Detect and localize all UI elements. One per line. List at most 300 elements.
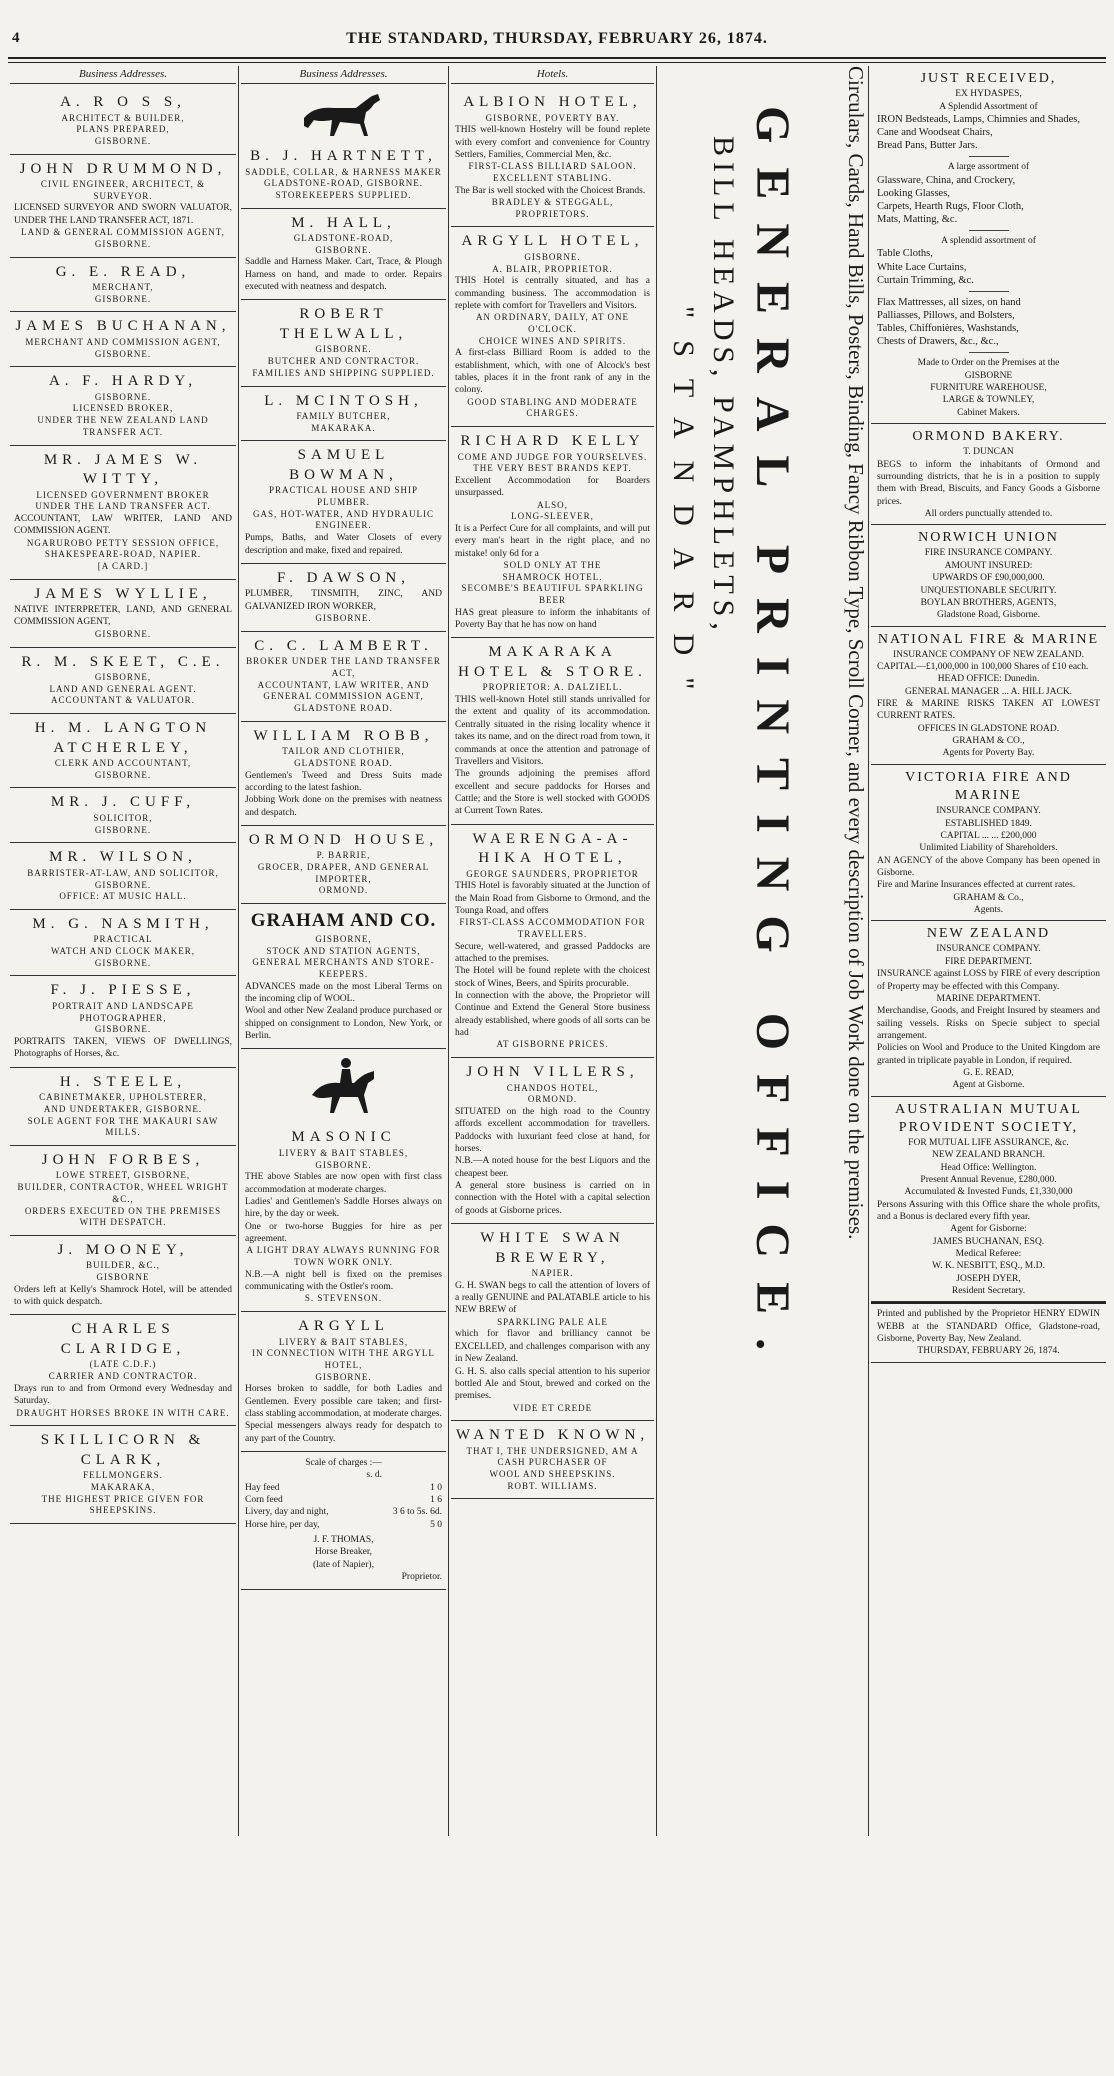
advertisement — [241, 904, 446, 1049]
advertiser-name: MR. WILSON, — [49, 849, 197, 866]
column-business-addresses-1 — [10, 66, 236, 1836]
page-header — [0, 0, 1114, 58]
ad-line: SURVEYOR. — [93, 190, 153, 201]
ad-title: NATIONAL FIRE & MARINE — [877, 631, 1100, 647]
ad-line: CLERK AND ACCOUNTANT, — [54, 758, 192, 769]
ad-line: GISBORNE. — [94, 293, 152, 304]
ad-line: IN CONNECTION WITH THE ARGYLL HOTEL, — [252, 1348, 435, 1370]
charge-price: 3 6 to 5s. 6d. — [392, 1507, 442, 1518]
advertisement — [10, 843, 236, 910]
ad-line: NAPIER. — [531, 1268, 574, 1279]
ad-line: GISBORNE. — [94, 824, 152, 835]
ad-line: GISBORNE. — [94, 769, 152, 780]
ad-line: Looking Glasses, — [877, 187, 950, 199]
ad-line: GISBORNE. — [94, 957, 152, 968]
ad-line: ORDERS EXECUTED ON THE PREMISES WITH DESPATCH. — [24, 1205, 222, 1228]
ad-line: CABINETMAKER, UPHOLSTERER, — [39, 1092, 207, 1103]
ad-line: All orders punctually attended to. — [924, 508, 1053, 519]
ad-line: STOREKEEPERS SUPPLIED. — [275, 189, 412, 200]
ad-line: GISBORNE. — [315, 1159, 372, 1170]
advertisement — [871, 525, 1106, 626]
ad-line: GISBORNE — [964, 370, 1013, 381]
ad-line: Policies on Wool and Produce to the United Kingdom are granted in triplicate payable in London, if required. — [877, 1043, 1100, 1066]
ad-line: G. E. READ, — [963, 1067, 1014, 1078]
ad-line: Special messengers always ready for despatch to any part of the Country. — [245, 1421, 442, 1444]
ad-line: PROPRIETOR: A. DALZIELL. — [482, 682, 623, 693]
ad-line: GRAHAM & Co., — [953, 892, 1024, 903]
separator — [969, 156, 1009, 157]
advertiser-name: MR. JAMES W. WITTY, — [43, 451, 203, 487]
ad-line: ACCOUNTANT, LAW WRITER, AND — [257, 679, 430, 690]
ad-line: PLUMBER, TINSMITH, ZINC, AND GALVANIZED IRON WORKER, — [245, 589, 442, 612]
ad-line: Saddle and Harness Maker. Cart, Trace, & Plough Harness on hand, and made to order. Repairs executed with neatness and despatch. — [245, 257, 442, 293]
ad-line: PHOTOGRAPHER, — [79, 1012, 167, 1023]
charges-row — [245, 1506, 442, 1518]
advertisement — [10, 910, 236, 977]
ad-line: MAKARAKA. — [311, 422, 376, 433]
ad-line: Agent at Gisborne. — [952, 1080, 1025, 1091]
ad-line: Head Office: Wellington. — [940, 1162, 1037, 1173]
advertiser-name: J. MOONEY, — [57, 1241, 189, 1258]
charge-price: 5 0 — [430, 1519, 442, 1530]
advertisement — [451, 88, 654, 227]
advertisement — [871, 921, 1106, 1096]
ad-line: GISBORNE, — [94, 672, 152, 682]
ad-line: GISBORNE. — [94, 879, 152, 890]
ad-line: GLADSTONE ROAD. — [294, 757, 393, 768]
ad-line: N.B.—A noted house for the best Liquors and the cheapest beer. — [455, 1156, 650, 1179]
ad-line: Ladies' and Gentlemen's Saddle Horses always on hire, by the day or week. — [245, 1196, 442, 1220]
charge-price: 1 0 — [430, 1482, 442, 1493]
advertiser-name: JAMES BUCHANAN, — [15, 318, 231, 335]
ad-line: SOLD ONLY AT THE — [503, 560, 602, 570]
advertisement — [10, 367, 236, 445]
advertisement — [241, 142, 446, 209]
advertisement — [241, 209, 446, 301]
ad-line: White Lace Curtains, — [877, 261, 967, 273]
charges-sign2: Horse Breaker, — [314, 1547, 373, 1558]
column-divider — [448, 66, 449, 1836]
ad-line: FELLMONGERS. — [83, 1470, 163, 1481]
charges-row — [245, 1482, 442, 1494]
ad-line: PROPRIETORS. — [515, 208, 590, 219]
ad-line: which for flavor and brilliancy cannot be EXCELLED, and challenges comparison with any in New Zealand. — [455, 1329, 650, 1365]
advertiser-name: RICHARD KELLY — [460, 433, 645, 450]
column-divider — [868, 66, 869, 1836]
charge-price: 1 6 — [430, 1495, 442, 1505]
ad-line: GISBORNE, — [315, 933, 372, 944]
ad-line: THE VERY BEST BRANDS KEPT. — [473, 463, 632, 474]
ad-line: HAS great pleasure to inform the inhabitants of Poverty Bay that he has now on hand — [455, 607, 650, 631]
advertisement — [10, 258, 236, 313]
ad-line: AMOUNT INSURED: — [944, 560, 1033, 571]
advertisement — [451, 1058, 654, 1224]
advertiser-name: MASONIC — [291, 1129, 396, 1146]
ad-line: SOLICITOR, — [93, 812, 153, 823]
ad-line: OFFICE: AT MUSIC HALL. — [59, 891, 187, 902]
advertisement — [10, 312, 236, 367]
ad-line: THIS well-known Hotel still stands unrivalled for the extent and quality of its accommodation. Centrally situated in the rising locality whence it takes its name, and on the direct road from town, it commands at once the attention and patronage of Travellers and Visitors. — [455, 695, 650, 767]
advertisement — [10, 446, 236, 580]
ad-line: Merchandise, Goods, and Freight Insured by steamers and sailing vessels. Risks on Specie subject to special arrangement. — [877, 1006, 1100, 1041]
ad-line: CAPITAL—£1,000,000 in 100,000 Shares of £10 each. — [877, 662, 1089, 673]
advertiser-name: G. E. READ, — [55, 263, 191, 280]
ad-line: FIRE DEPARTMENT. — [944, 956, 1033, 967]
ad-line: GISBORNE. — [94, 348, 152, 359]
advertisement — [10, 1068, 236, 1146]
ad-line: Curtain Trimming, &c. — [877, 274, 974, 286]
ad-line: Persons Assuring with this Office share the whole profits, and a Bonus is declared every fifth year. — [877, 1199, 1100, 1223]
ad-line: BUTCHER AND CONTRACTOR. — [267, 356, 420, 367]
ad-line: GEORGE SAUNDERS, PROPRIETOR — [466, 868, 639, 879]
charges-sign3: (late of Napier), — [313, 1559, 374, 1570]
advertisement — [241, 1123, 446, 1312]
ad-line: UNDER THE LAND TRANSFER ACT. — [35, 501, 211, 512]
ad-line: GRAHAM & CO., — [952, 736, 1025, 747]
imprint-date: THURSDAY, FEBRUARY 26, 1874. — [917, 1346, 1060, 1357]
ads-list — [241, 142, 446, 1452]
ad-line: One or two-horse Buggies for hire as per agreement. — [245, 1221, 442, 1244]
advertisement — [241, 1312, 446, 1452]
ad-line: The Hotel will be found replete with the choicest stock of Wines, Beers, and Spirits procurable. — [455, 966, 650, 989]
ad-line: ACCOUNTANT, LAW WRITER, LAND AND COMMISSION AGENT. — [14, 513, 232, 537]
advertisement — [451, 427, 654, 638]
ad-line: FIRST-CLASS BILLIARD SALOON. — [468, 161, 637, 172]
ad-line: Cabinet Makers. — [957, 407, 1020, 418]
ad-line: WATCH AND CLOCK MAKER, — [50, 946, 195, 957]
ad-line: ORMOND. — [527, 1094, 578, 1105]
ad-line: CHANDOS HOTEL, — [506, 1082, 599, 1093]
advertiser-name: B. J. HARTNETT, — [250, 148, 437, 164]
ad-line: LIVERY & BAIT STABLES, — [278, 1336, 409, 1347]
charges-sign4: Proprietor. — [401, 1572, 442, 1583]
ad-line: Tables, Chiffonières, Washstands, — [877, 323, 1019, 335]
banner-bill-heads: BILL HEADS, PAMPHLETS, — [707, 136, 740, 636]
advertiser-name: A. R O S S, — [60, 94, 186, 110]
ad-line: UPWARDS OF £90,000,000. — [932, 573, 1045, 584]
charges-title: Scale of charges :— — [305, 1457, 382, 1468]
ad-line: MARINE DEPARTMENT. — [936, 993, 1041, 1004]
ad-line: PRACTICAL HOUSE AND SHIP PLUMBER. — [269, 485, 418, 508]
ad-line: Jobbing Work done on the premises with neatness and despatch. — [245, 795, 442, 818]
ad-line: EX HYDASPES, — [955, 89, 1022, 100]
ad-line: GLADSTONE ROAD. — [294, 702, 393, 713]
advertisement — [10, 1315, 236, 1426]
ad-line: S. STEVENSON. — [304, 1293, 383, 1304]
ads-list — [871, 66, 1106, 1302]
ad-line: ARCHITECT & BUILDER, — [61, 112, 185, 123]
ad-line: ESTABLISHED 1849. — [945, 818, 1032, 829]
ad-line: GENERAL COMMISSION AGENT, — [263, 691, 424, 702]
ad-line: NEW ZEALAND BRANCH. — [931, 1150, 1046, 1161]
column-business-addresses-2 — [241, 66, 446, 1836]
ad-line: Agent for Gisborne: — [950, 1224, 1027, 1235]
ad-line: A general store business is carried on in connection with the Hotel with a capital selection of goods at Gisborne prices. — [455, 1181, 650, 1216]
advertisement — [10, 155, 236, 258]
ad-line: INSURANCE COMPANY OF NEW ZEALAND. — [893, 649, 1084, 660]
advertiser-name: JOHN DRUMMOND, — [19, 160, 227, 177]
ad-line: P. BARRIE, — [316, 850, 371, 861]
ad-line: A Splendid Assortment of — [939, 101, 1038, 112]
ad-line: Drays run to and from Ormond every Wednesday and Saturday. — [14, 1383, 232, 1407]
advertiser-name: ALBION HOTEL, — [463, 94, 642, 110]
separator — [969, 230, 1009, 231]
ad-line: ACCOUNTANT & VALUATOR. — [51, 695, 195, 706]
ad-line: GISBORNE. — [94, 135, 152, 146]
advertisement — [871, 765, 1106, 921]
ad-line: FAMILIES AND SHIPPING SUPPLIED. — [252, 367, 435, 378]
ad-line: LICENSED GOVERNMENT BROKER — [36, 489, 210, 500]
ad-title: JUST RECEIVED, — [920, 71, 1057, 86]
advertisement — [241, 722, 446, 826]
ad-line: Horses broken to saddle, for both Ladies and Gentlemen. Every possible care taken; and first-class stabling accommodation, at moderate charges. — [245, 1384, 442, 1419]
ad-line: INSURANCE COMPANY. — [936, 806, 1041, 817]
ad-line: CARRIER AND CONTRACTOR. — [48, 1371, 198, 1382]
banner-job-work: Circulars, Cards, Hand Bills, Posters, Binding, Fancy Ribbon Type, Scroll Corner, and every description of Job Work done on the premises. — [844, 66, 868, 1240]
ad-line: Secure, well-watered, and grassed Paddocks are attached to the premises. — [455, 941, 650, 964]
column-notices — [871, 66, 1106, 1836]
ad-line: Pumps, Baths, and Water Closets of every description and make, fixed and repaired. — [245, 533, 442, 556]
advertiser-name: GRAHAM AND CO. — [250, 910, 437, 932]
advertiser-name: ARGYLL — [298, 1318, 389, 1334]
ad-line: BRADLEY & STEGGALL, — [491, 196, 614, 207]
ad-line: THE HIGHEST PRICE GIVEN FOR SHEEPSKINS. — [41, 1493, 205, 1516]
advertisement — [10, 976, 236, 1067]
ad-line: ALSO, — [537, 499, 568, 510]
ad-line: HEAD OFFICE: Dunedin. — [937, 674, 1040, 685]
advertiser-name: JAMES WYLLIE, — [34, 585, 212, 602]
advertisement — [871, 424, 1106, 525]
advertiser-name: F. DAWSON, — [276, 569, 411, 586]
advertiser-name: MAKARAKA HOTEL & STORE. — [458, 644, 647, 680]
advertisement — [241, 632, 446, 722]
ad-line: GAS, HOT-WATER, AND HYDRAULIC ENGINEER. — [253, 508, 434, 531]
ad-line: LAND & GENERAL COMMISSION AGENT, GISBORNE. — [21, 227, 225, 249]
ad-line: MERCHANT, — [92, 282, 154, 292]
ad-line: BEGS to inform the inhabitants of Ormond and surrounding districts, that he is in a position to supply them with Bread, Biscuits, and Fancy Goods a Gisborne prices. — [877, 459, 1100, 507]
advertiser-name: SKILLICORN & CLARK, — [40, 1432, 206, 1468]
ad-line: JOSEPH DYER, — [956, 1273, 1021, 1284]
ad-line: WOOL AND SHEEPSKINS. — [489, 1469, 616, 1480]
ad-line: GISBORNE. — [315, 1371, 372, 1382]
charge-item: Horse hire, per day, — [245, 1519, 320, 1530]
ad-line: LONG-SLEEVER, — [511, 511, 594, 522]
advertiser-name: ARGYLL HOTEL, — [461, 233, 644, 250]
ad-line: FIRE & MARINE RISKS TAKEN AT LOWEST CURRENT RATES. — [877, 699, 1100, 722]
ad-line: [A CARD.] — [97, 560, 149, 571]
advertiser-name: MR. J. CUFF, — [50, 794, 196, 811]
ad-line: FOR MUTUAL LIFE ASSURANCE, &c. — [908, 1137, 1069, 1148]
ad-line: SPARKLING PALE ALE — [497, 1316, 608, 1327]
ad-line: Glassware, China, and Crockery, — [877, 174, 1016, 186]
ad-line: (LATE C.D.F.) — [89, 1359, 157, 1370]
imprint — [871, 1302, 1106, 1362]
ad-line: ADVANCES made on the most Liberal Terms on the incoming clip of WOOL. — [245, 981, 442, 1004]
ad-line: THIS Hotel is centrally situated, and has a commanding business. The accommodation is replete with comfort for Travellers and Visitors. — [455, 276, 650, 311]
ad-line: Chests of Drawers, &c., &c., — [877, 336, 999, 348]
advertiser-name: JOHN VILLERS, — [466, 1064, 639, 1081]
ad-line: GISBORNE, POVERTY BAY. — [485, 112, 620, 123]
ad-line: THAT I, THE UNDERSIGNED, AM A CASH PURCHASER OF — [466, 1445, 639, 1468]
column-hotels — [451, 66, 654, 1836]
ad-line: T. DUNCAN — [963, 447, 1014, 458]
ad-line: CIVIL ENGINEER, ARCHITECT, & — [40, 179, 206, 190]
ad-title: NORWICH UNION — [918, 530, 1059, 546]
ad-line: ROBT. WILLIAMS. — [507, 1480, 598, 1491]
ad-line: BOYLAN BROTHERS, AGENTS, — [920, 597, 1057, 608]
ad-line: OFFICES IN GLADSTONE ROAD. — [917, 723, 1060, 734]
ad-line: LOWE STREET, GISBORNE, — [55, 1170, 191, 1181]
ad-line: Carpets, Hearth Rugs, Floor Cloth, — [877, 200, 1024, 212]
imprint-text: Printed and published by the Proprietor HENRY EDWIN WEBB at the STANDARD Office, Gladstone-road, Gisborne, Poverty Bay, New Zealand. — [877, 1309, 1100, 1345]
ad-line: Cane and Woodseat Chairs, — [877, 127, 993, 138]
ad-line: GISBORNE. — [315, 244, 372, 255]
ad-line: PLANS PREPARED, — [76, 124, 170, 135]
banner-general-printing-office: GENERAL PRINTING OFFICE. — [746, 106, 799, 1375]
ad-line: MERCHANT AND COMMISSION AGENT, — [25, 336, 221, 347]
ad-line: Unlimited Liability of Shareholders. — [919, 843, 1058, 854]
advertiser-name: H. STEELE, — [59, 1073, 187, 1090]
ad-line: INSURANCE COMPANY. — [936, 944, 1041, 955]
charges-table — [241, 1452, 446, 1590]
charge-item: Livery, day and night, — [245, 1507, 329, 1518]
advertiser-name: WANTED KNOWN, — [455, 1427, 650, 1444]
masthead: THE STANDARD, THURSDAY, FEBRUARY 26, 1874. — [346, 30, 768, 47]
advertiser-name: JOHN FORBES, — [41, 1151, 205, 1168]
ad-line: G. H. SWAN begs to call the attention of lovers of a really GENUINE and PALATABLE article to his NEW BREW of — [455, 1280, 650, 1316]
advertisement — [451, 1224, 654, 1421]
ad-line: SECOMBE'S BEAUTIFUL SPARKLING BEER — [461, 583, 644, 606]
column-heading: Hotels. — [451, 66, 654, 84]
ad-line: The Bar is well stocked with the Choicest Brands. — [455, 185, 646, 196]
ad-line: DRAUGHT HORSES BROKE IN WITH CARE. — [16, 1407, 230, 1418]
ad-line: The grounds adjoining the premises afford excellent and secure paddocks for Horses and Cattle; and the Store is well stocked with GOODS at Current Town Rates. — [455, 769, 650, 817]
advertisement — [241, 826, 446, 904]
ad-line: GOOD STABLING AND MODERATE CHARGES. — [467, 396, 638, 419]
advertisement — [451, 1421, 654, 1499]
advertiser-name: ROBERT THELWALL, — [279, 306, 408, 342]
ad-line: FAMILY BUTCHER, — [296, 411, 391, 422]
ad-line: A LIGHT DRAY ALWAYS RUNNING FOR TOWN WORK ONLY. — [246, 1245, 441, 1267]
ad-line: NGARUROBO PETTY SESSION OFFICE, — [26, 537, 220, 548]
advertisement — [241, 387, 446, 442]
advertisement — [10, 88, 236, 155]
ad-line: MAKARAKA, — [90, 1481, 156, 1492]
advertisement — [871, 627, 1106, 765]
ad-line: GISBORNE. — [315, 344, 372, 355]
advertiser-name: WILLIAM ROBB, — [253, 727, 434, 744]
ad-line: SOLE AGENT FOR THE MAKAURI SAW MILLS. — [27, 1115, 219, 1138]
advertisement — [451, 825, 654, 1059]
advertiser-name: L. MCINTOSH, — [264, 392, 423, 409]
ad-line: GLADSTONE-ROAD, — [293, 233, 394, 244]
ad-title: VICTORIA FIRE AND MARINE — [905, 769, 1072, 803]
ad-line: PORTRAIT AND LANDSCAPE — [52, 1000, 194, 1011]
ad-line: GISBORNE. — [94, 1024, 152, 1035]
horse-rider-illustration — [304, 1051, 384, 1121]
ad-line: Palliasses, Pillows, and Bolsters, — [877, 309, 1015, 321]
advertisement — [10, 580, 236, 648]
ad-line: LARGE & TOWNLEY, — [942, 395, 1035, 406]
ad-line: IRON Bedsteads, Lamps, Chimnies and Shades, — [877, 113, 1080, 125]
charges-rows — [245, 1482, 442, 1531]
ad-line: A large assortment of — [947, 162, 1030, 173]
separator — [969, 352, 1009, 353]
advertiser-name: CHARLES CLARIDGE, — [60, 1321, 186, 1357]
ad-line: VIDE ET CREDE — [512, 1402, 593, 1413]
ad-line: SHAKESPEARE-ROAD, NAPIER. — [44, 549, 202, 560]
ad-line: G. H. S. also calls special attention to his superior bottled Ale and Stout, brewed and corked on the premises. — [455, 1366, 650, 1402]
charge-item: Corn feed — [245, 1495, 283, 1505]
ad-line: W. K. NESBITT, ESQ., M.D. — [932, 1261, 1045, 1272]
ad-line: GISBORNE. — [94, 628, 152, 639]
ad-line: AN AGENCY of the above Company has been opened in Gisborne. — [877, 855, 1100, 878]
ad-title: ORMOND BAKERY. — [912, 429, 1065, 445]
ad-line: TAILOR AND CLOTHIER, — [282, 746, 405, 757]
advertiser-name: M. HALL, — [291, 214, 396, 231]
ad-line: COME AND JUDGE FOR YOURSELVES. — [457, 451, 648, 462]
ad-line: BARRISTER-AT-LAW, AND SOLICITOR, — [27, 867, 219, 878]
ad-line: Gentlemen's Tweed and Dress Suits made according to the latest fashion. — [245, 770, 442, 793]
ad-line: Gladstone Road, Gisborne. — [937, 610, 1040, 621]
ad-line: LICENSED SURVEYOR AND SWORN VALUATOR, UNDER THE LAND TRANSFER ACT, 1871. — [14, 203, 232, 226]
ad-line: Flax Mattresses, all sizes, on hand — [877, 296, 1021, 308]
ad-line: SADDLE, COLLAR, & HARNESS MAKER — [245, 166, 442, 177]
ad-title: NEW ZEALAND — [926, 926, 1051, 942]
ad-line: Excellent Accommodation for Boarders unsurpassed. — [455, 475, 650, 499]
advertisement — [241, 564, 446, 632]
separator — [969, 291, 1009, 292]
ad-line: Resident Secretary. — [951, 1286, 1026, 1297]
ad-line: Table Cloths, — [877, 248, 933, 260]
ad-line: BUILDER, &C., — [85, 1260, 160, 1271]
ad-line: PRACTICAL — [93, 934, 153, 945]
header-rule-thin — [8, 62, 1106, 63]
advertisement — [241, 441, 446, 563]
ad-line: Fire and Marine Insurances effected at current rates. — [877, 880, 1076, 891]
ad-line: BUILDER, CONTRACTOR, WHEEL WRIGHT &C., — [17, 1182, 229, 1204]
ad-line: Accumulated & Invested Funds, £1,330,000 — [904, 1187, 1073, 1198]
ad-line: UNDER THE NEW ZEALAND LAND TRANSFER ACT. — [37, 415, 209, 437]
ad-line: LAND AND GENERAL AGENT. — [49, 683, 197, 694]
advertisement — [10, 1426, 236, 1524]
advertisement — [451, 638, 654, 824]
ad-line: FURNITURE WAREHOUSE, — [930, 383, 1047, 393]
ad-line: AT GISBORNE PRICES. — [496, 1039, 609, 1050]
charge-item: Hay feed — [245, 1482, 280, 1493]
column-heading: Business Addresses. — [10, 66, 236, 84]
ad-line: A first-class Billiard Room is added to the establishment, which, with one of Alcock's best tables, places it in the front rank of any in the colony. — [455, 348, 650, 396]
ad-line: FIRST-CLASS ACCOMMODATION FOR TRAVELLERS. — [459, 917, 646, 939]
advertisement — [871, 1097, 1106, 1303]
advertiser-name: ORMOND HOUSE, — [248, 831, 439, 848]
column-divider — [656, 66, 657, 1836]
ad-line: GLADSTONE-ROAD, GISBORNE. — [263, 178, 424, 189]
advertiser-name: WHITE SWAN BREWERY, — [480, 1230, 625, 1266]
advertisement — [10, 648, 236, 715]
advertiser-name: C. C. LAMBERT. — [254, 637, 433, 654]
ad-line: LICENSED BROKER, — [72, 403, 174, 414]
ad-line: Agents. — [973, 904, 1004, 915]
advertisement — [871, 66, 1106, 424]
ad-line: JAMES BUCHANAN, ESQ. — [932, 1236, 1045, 1247]
ads-list — [451, 88, 654, 1499]
ad-line: GENERAL MERCHANTS AND STORE-KEEPERS. — [252, 957, 435, 979]
ad-line: A. BLAIR, PROPRIETOR. — [492, 263, 613, 274]
ad-line: Mats, Matting, &c. — [877, 213, 958, 225]
ad-line: AN ORDINARY, DAILY, AT ONE O'CLOCK. — [475, 312, 630, 334]
ad-line: GISBORNE. — [94, 391, 152, 402]
